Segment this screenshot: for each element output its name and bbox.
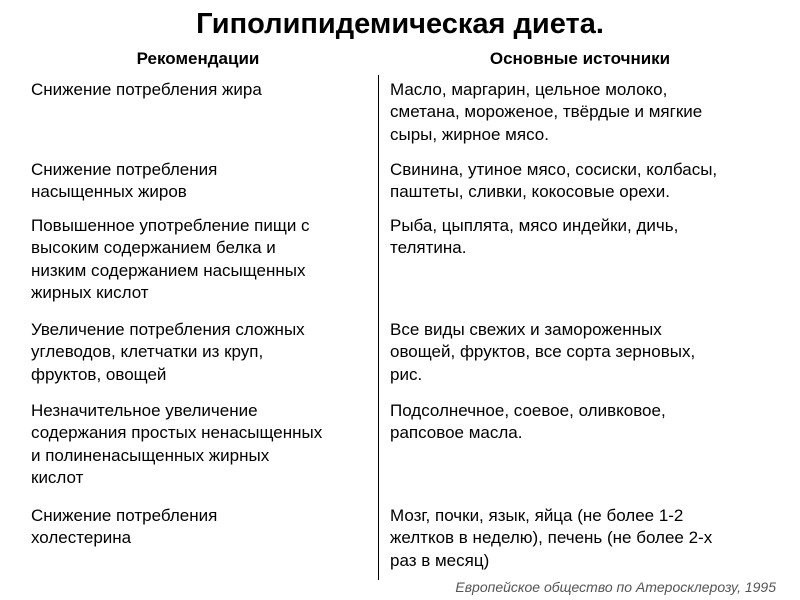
sources-cell: Все виды свежих и замороженных овощей, фруктов, все сорта зерновых, рис.: [390, 320, 696, 384]
recommendation-cell: Незначительное увеличение содержания простых ненасыщенных и полиненасыщенных жирных кислот: [31, 401, 323, 488]
recommendation-cell: Повышенное употребление пищи с высоким содержанием белка и низким содержанием насыщенных жирных кислот: [31, 216, 310, 303]
column-header-recommendations: Рекомендации: [136, 49, 260, 68]
recommendation-cell: Снижение потребления холестерина: [31, 506, 218, 548]
source-footnote: Европейское общество по Атеросклерозу, 1995: [455, 579, 776, 595]
sources-cell: Рыба, цыплята, мясо индейки, дичь, телятина.: [390, 216, 679, 258]
sources-cell: Масло, маргарин, цельное молоко, сметана, мороженое, твёрдые и мягкие сыры, жирное мясо.: [390, 80, 703, 144]
recommendation-cell: Снижение потребления жира: [31, 80, 262, 99]
column-header-sources: Основные источники: [489, 49, 671, 68]
page-title: Гиполипидемическая диета.: [196, 8, 604, 40]
sources-cell: Мозг, почки, язык, яйца (не более 1-2 желтков в неделю), печень (не более 2-х раз в месяц): [390, 506, 713, 570]
recommendation-cell: Увеличение потребления сложных углеводов, клетчатки из круп, фруктов, овощей: [31, 320, 305, 384]
recommendation-cell: Снижение потребления насыщенных жиров: [31, 160, 218, 202]
sources-cell: Подсолнечное, соевое, оливковое, рапсовое масла.: [390, 401, 666, 443]
sources-cell: Свинина, утиное мясо, сосиски, колбасы, паштеты, сливки, кокосовые орехи.: [390, 160, 718, 202]
